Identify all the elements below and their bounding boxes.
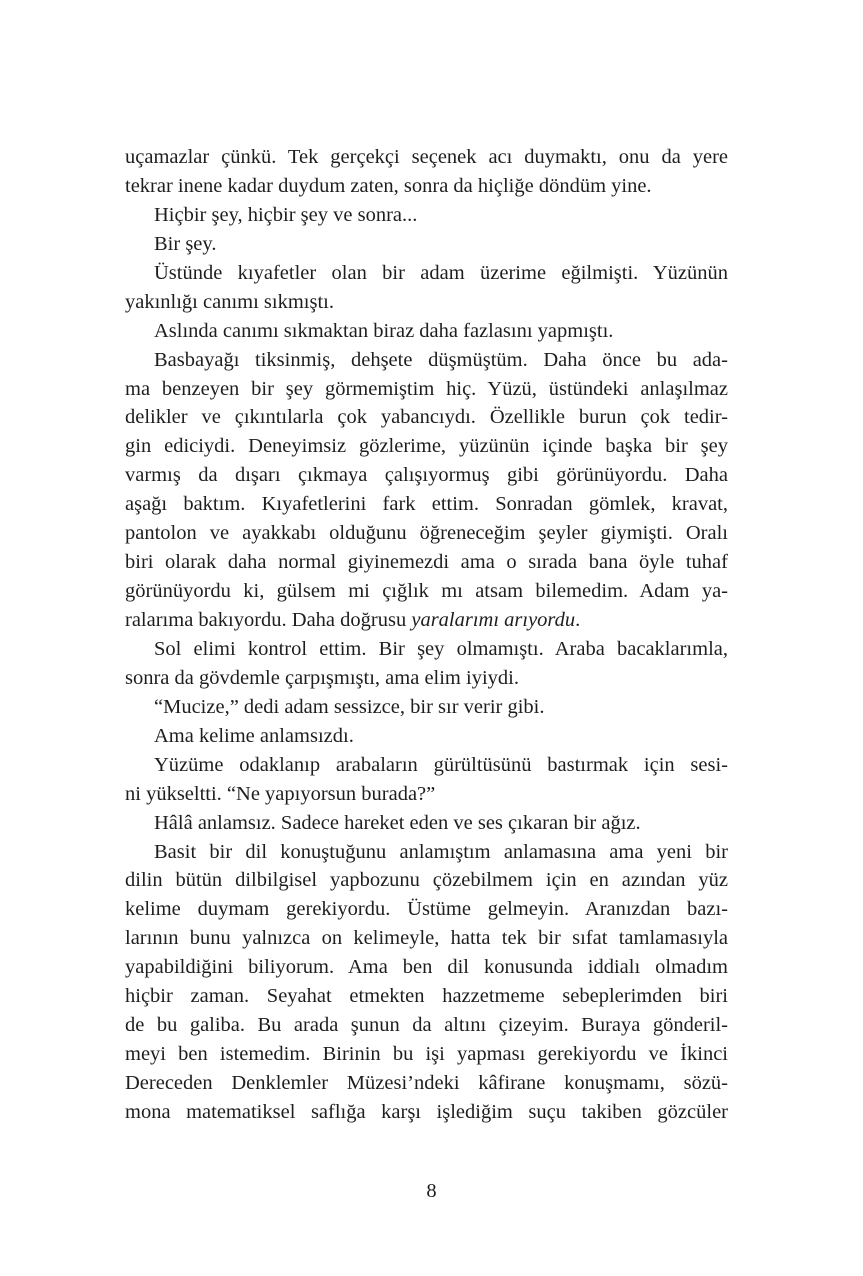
text-line xyxy=(125,461,728,490)
text-line xyxy=(125,490,728,519)
text-line-tail: . xyxy=(575,609,581,631)
text-line-content: uçamazlar çünkü. Tek gerçekçi seçenek acı duymaktı, onu da yere xyxy=(125,146,728,168)
text-line xyxy=(125,432,728,461)
text-line-content: Hiçbir şey, hiçbir şey ve sonra... xyxy=(154,203,418,226)
text-line-content: Yüzüme odaklanıp arabaların gürültüsünü bastırmak için sesi- xyxy=(154,753,728,776)
text-line-content: ma benzeyen bir şey görmemiştim hiç. Yüzü, üstündeki anlaşılmaz xyxy=(125,377,728,400)
text-line xyxy=(125,809,728,838)
text-line-content: mona matematiksel saflığa karşı işlediğim suçu takiben gözcüler xyxy=(125,1100,728,1123)
text-line xyxy=(125,172,728,201)
text-line xyxy=(125,1040,728,1069)
text-line xyxy=(125,201,728,230)
text-line-content: ralarıma bakıyordu. Daha doğrusu xyxy=(125,609,412,631)
text-line-content: meyi ben istemedim. Birinin bu işi yapması gerekiyordu ve İkinci xyxy=(125,1043,728,1066)
text-line xyxy=(125,895,728,924)
text-line-content: de bu galiba. Bu arada şunun da altını çizeyim. Buraya gönderil- xyxy=(125,1014,728,1037)
text-line-content: Ama kelime anlamsızdı. xyxy=(154,724,354,747)
text-line xyxy=(125,664,728,693)
text-line xyxy=(125,317,728,346)
text-line-content: Basbayağı tiksinmiş, dehşete düşmüştüm. Daha önce bu ada- xyxy=(154,348,728,371)
text-line xyxy=(125,1011,728,1040)
text-line-content: Hâlâ anlamsız. Sadece hareket eden ve ses çıkaran bir ağız. xyxy=(154,811,641,834)
text-line-content: hiçbir zaman. Seyahat etmekten hazzetmeme sebeplerimden biri xyxy=(125,985,728,1008)
text-line-content: görünüyordu ki, gülsem mi çığlık mı atsam bilemedim. Adam ya- xyxy=(125,580,728,603)
text-line xyxy=(125,548,728,577)
text-line-content: biri olarak daha normal giyinemezdi ama o sırada bana öyle tuhaf xyxy=(125,551,728,574)
text-line-content: tekrar inene kadar duydum zaten, sonra da hiçliğe döndüm yine. xyxy=(125,174,652,197)
text-line xyxy=(125,375,728,404)
text-line-content: larının bunu yalnızca on kelimeyle, hatta tek bir sıfat tamlamasıyla xyxy=(125,927,728,950)
text-line-content: gin ediciydi. Deneyimsiz gözlerime, yüzünün içinde başka bir şey xyxy=(125,435,728,458)
text-line-content: Dereceden Denklemler Müzesi’ndeki kâfirane konuşmamı, sözü- xyxy=(125,1072,728,1094)
text-line-content: sonra da gövdemle çarpışmıştı, ama elim iyiydi. xyxy=(125,666,519,689)
text-line xyxy=(125,924,728,953)
text-line-content: Basit bir dil konuştuğunu anlamıştım anlamasına ama yeni bir xyxy=(154,840,728,863)
text-line-content: Aslında canımı sıkmaktan biraz daha fazlasını yapmıştı. xyxy=(154,319,614,342)
text-line xyxy=(125,403,728,432)
text-line-content: varmış da dışarı çıkmaya çalışıyormuş gibi görünüyordu. Daha xyxy=(125,464,728,487)
text-line xyxy=(125,288,728,317)
text-line-content: Sol elimi kontrol ettim. Bir şey olmamıştı. Araba bacaklarımla, xyxy=(154,637,728,660)
text-line xyxy=(125,693,728,722)
text-line-content: pantolon ve ayakkabı olduğunu öğreneceğim şeyler giymişti. Oralı xyxy=(125,522,728,545)
page-number: 8 xyxy=(426,1180,437,1202)
text-line-content: dilin bütün dilbilgisel yapbozunu çözebilmem için en azından yüz xyxy=(125,869,728,892)
text-line-content: delikler ve çıkıntılarla çok yabancıydı. Özellikle burun çok tedir- xyxy=(125,406,728,429)
text-line xyxy=(125,259,728,288)
text-line-content: “Mucize,” dedi adam sessizce, bir sır verir gibi. xyxy=(154,695,545,718)
text-line xyxy=(125,866,728,895)
text-line xyxy=(125,346,728,375)
text-line xyxy=(125,982,728,1011)
text-line xyxy=(125,722,728,751)
text-line xyxy=(125,953,728,982)
italic-phrase: yaralarımı arıyordu xyxy=(411,609,576,631)
text-line xyxy=(125,1069,728,1098)
text-line xyxy=(125,780,728,809)
text-line xyxy=(125,606,728,635)
text-line-content: Üstünde kıyafetler olan bir adam üzerime eğilmişti. Yüzünün xyxy=(154,261,728,284)
text-line-content: kelime duymam gerekiyordu. Üstüme gelmeyin. Aranızdan bazı- xyxy=(125,898,728,921)
text-line xyxy=(125,230,728,259)
text-line xyxy=(125,1098,728,1127)
text-line xyxy=(125,519,728,548)
text-line-content: Bir şey. xyxy=(154,232,217,255)
text-line xyxy=(125,577,728,606)
text-line-content: ni yükseltti. “Ne yapıyorsun burada?” xyxy=(125,782,436,805)
text-line xyxy=(125,838,728,867)
text-line-content: aşağı baktım. Kıyafetlerini fark ettim. Sonradan gömlek, kravat, xyxy=(125,493,728,516)
text-line-content: yapabildiğini biliyorum. Ama ben dil konusunda iddialı olmadım xyxy=(125,956,728,979)
text-line xyxy=(125,751,728,780)
text-line xyxy=(125,635,728,664)
body-text xyxy=(125,143,728,1127)
text-line-content: yakınlığı canımı sıkmıştı. xyxy=(125,290,334,313)
text-line xyxy=(125,143,728,172)
